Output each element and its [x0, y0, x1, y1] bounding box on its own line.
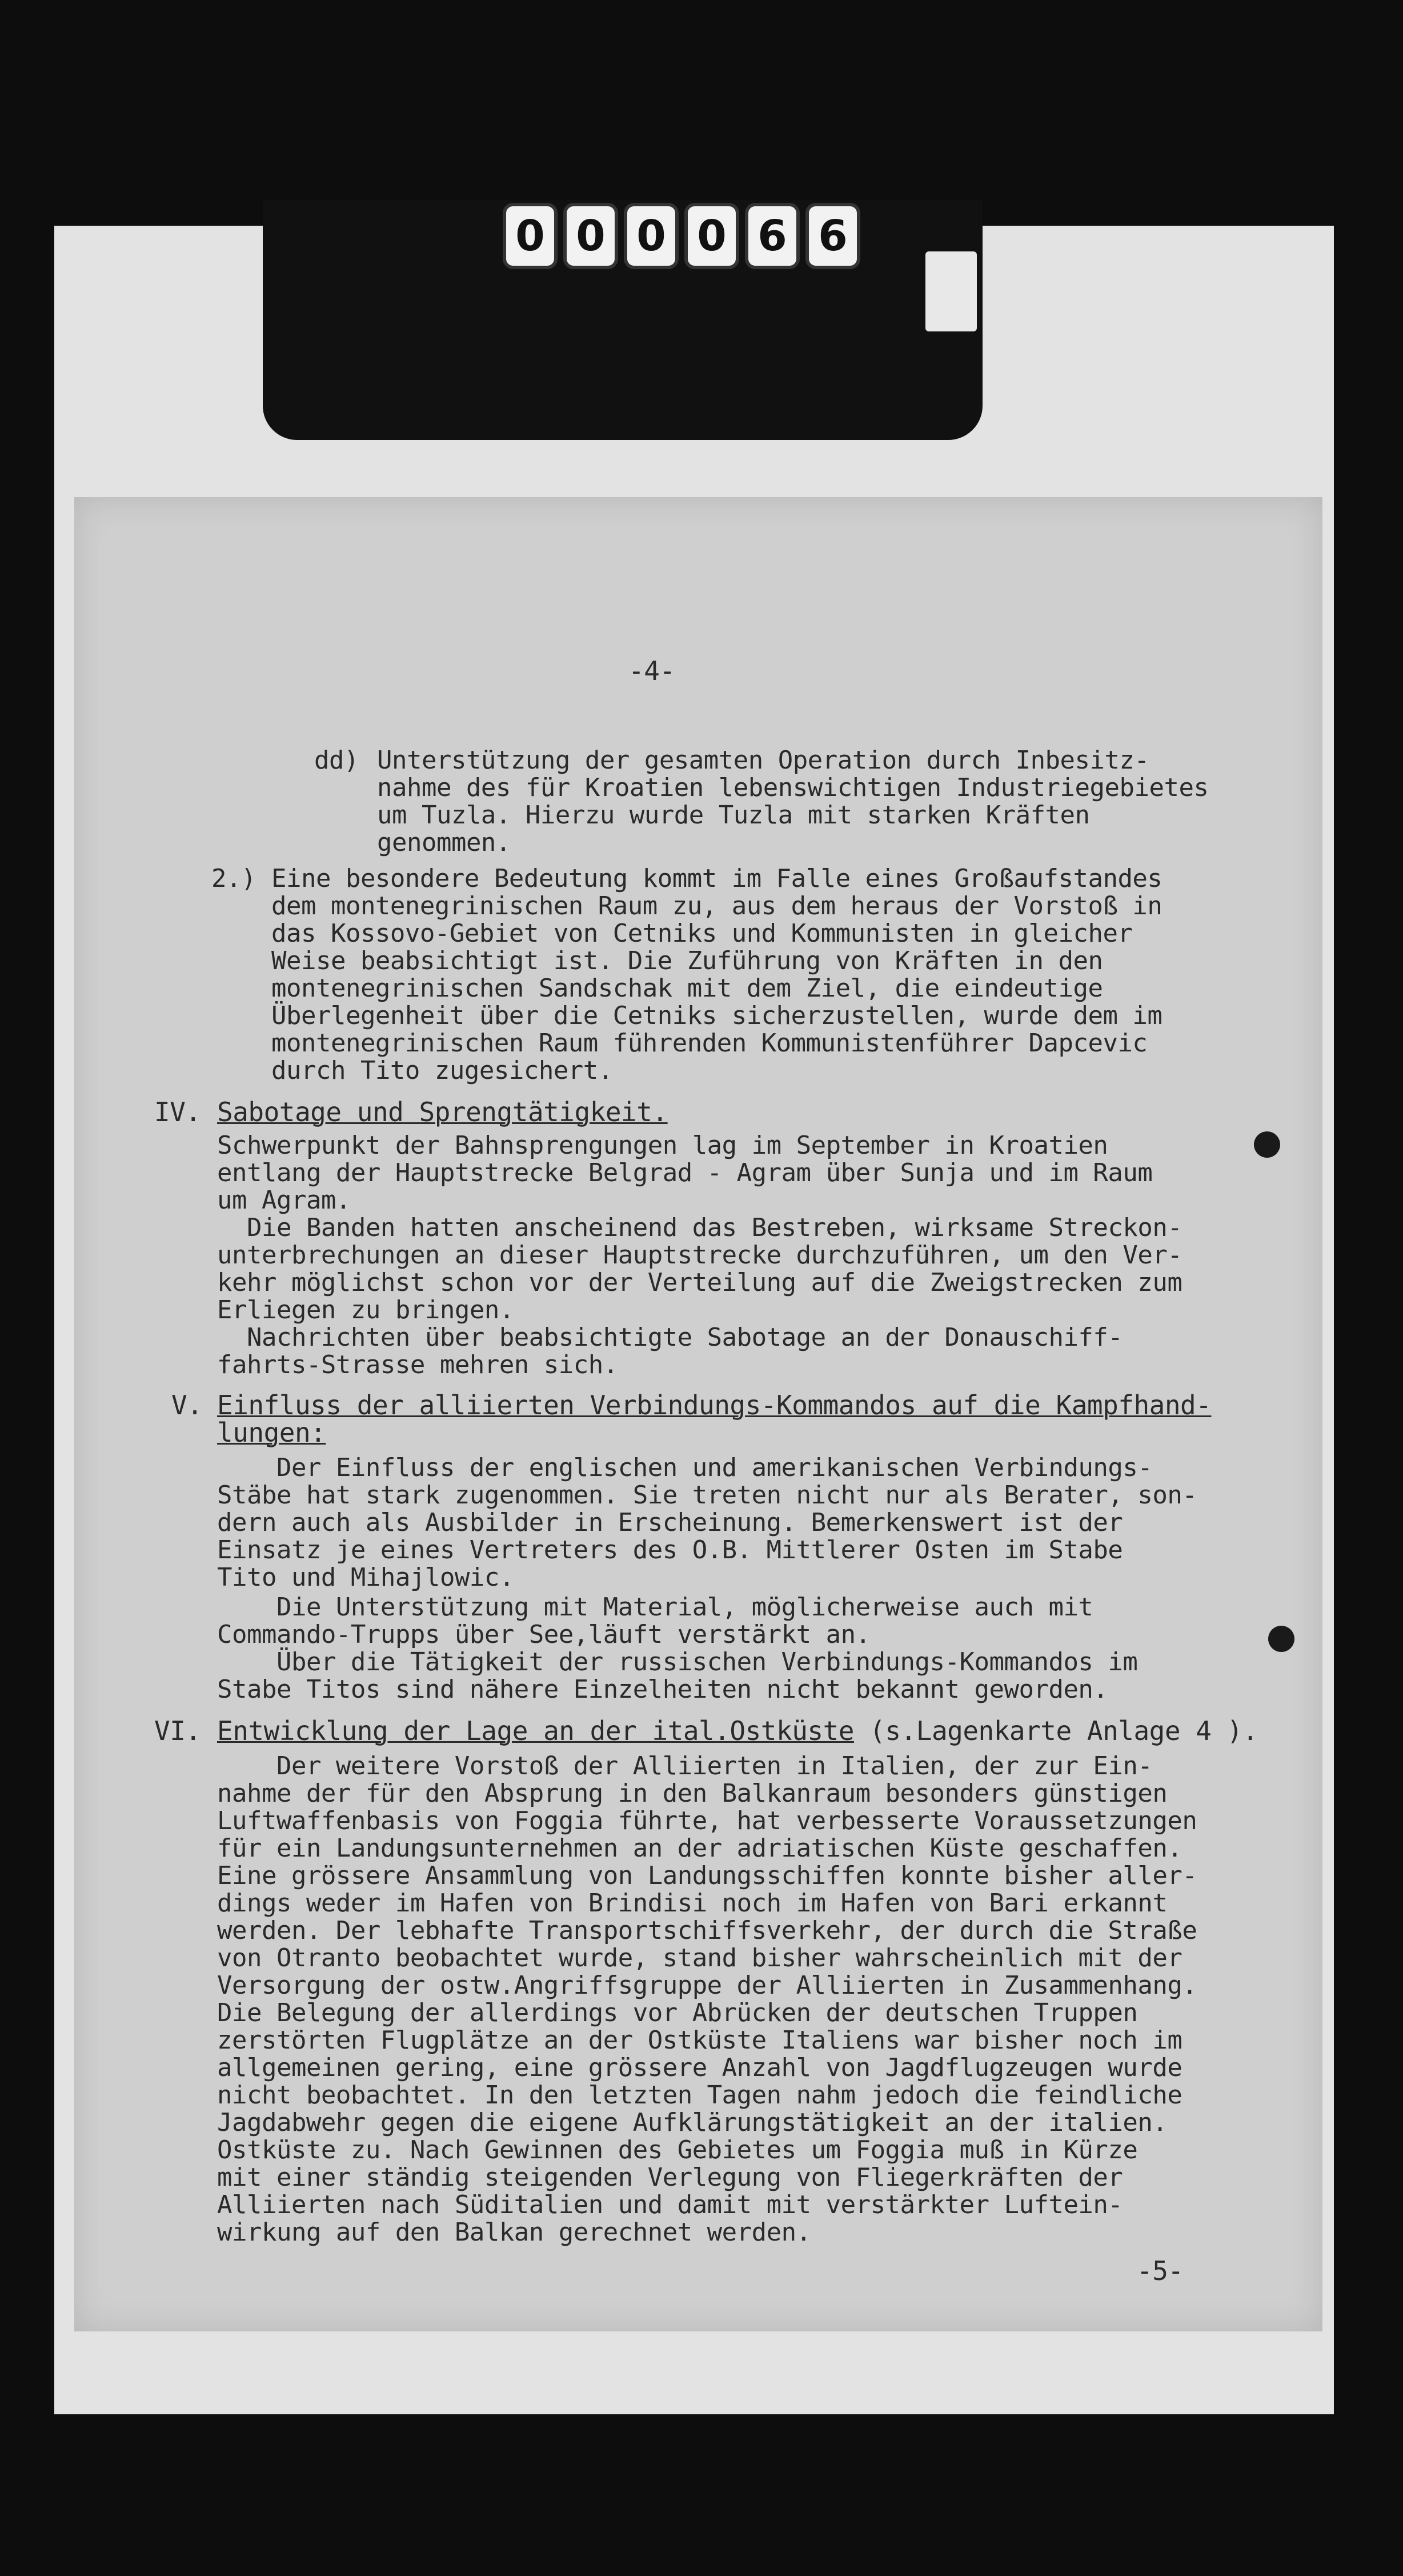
paragraph-line: durch Tito zugesichert.: [271, 1056, 613, 1085]
paragraph-line: Die Unterstützung mit Material, möglicherweise auch mit: [217, 1593, 1093, 1622]
section-marker: VI.: [154, 1715, 201, 1746]
frame-counter-digit: 0: [563, 203, 618, 269]
paragraph-line: entlang der Hauptstrecke Belgrad - Agram über Sunja und im Raum: [217, 1158, 1153, 1187]
paragraph-line: kehr möglichst schon vor der Verteilung auf die Zweigstrecken zum: [217, 1268, 1182, 1297]
paragraph-line: allgemeinen gering, eine grössere Anzahl von Jagdflugzeugen wurde: [217, 2053, 1182, 2082]
paragraph-line: von Otranto beobachtet wurde, stand bisher wahrscheinlich mit der: [217, 1943, 1182, 1973]
frame-counter: [503, 203, 860, 266]
paragraph-line: Der Einfluss der englischen und amerikanischen Verbindungs-: [217, 1453, 1153, 1482]
frame-counter-digit: 0: [503, 203, 558, 269]
paragraph-line: Erliegen zu bringen.: [217, 1295, 514, 1325]
paragraph-line: Einsatz je eines Vertreters des O.B. Mittlerer Osten im Stabe: [217, 1535, 1123, 1565]
paragraph-line: nahme des für Kroatien lebenswichtigen Industriegebietes: [377, 773, 1209, 802]
section-heading-line: [217, 1717, 1258, 1745]
paragraph-line: Stabe Titos sind nähere Einzelheiten nicht bekannt geworden.: [217, 1675, 1108, 1704]
page-number-bottom: -5-: [1137, 2255, 1184, 2286]
section-marker: dd): [314, 746, 359, 775]
paragraph-line: Über die Tätigkeit der russischen Verbindungs-Kommandos im: [217, 1647, 1138, 1677]
section-heading-continued: lungen:: [217, 1417, 326, 1448]
document-page: [74, 497, 1322, 2331]
section-heading: Sabotage und Sprengtätigkeit.: [217, 1097, 668, 1127]
paragraph-line: Ostküste zu. Nach Gewinnen des Gebietes um Foggia muß in Kürze: [217, 2135, 1138, 2165]
paragraph-line: Nachrichten über beabsichtigte Sabotage an der Donauschiff-: [217, 1323, 1123, 1352]
paragraph-line: das Kossovo-Gebiet von Cetniks und Kommunisten in gleicher: [271, 919, 1133, 948]
section-heading: Einfluss der alliierten Verbindungs-Kommandos auf die Kampfhand-: [217, 1390, 1212, 1421]
paragraph-line: fahrts-Strasse mehren sich.: [217, 1350, 618, 1379]
paragraph-line: werden. Der lebhafte Transportschiffsverkehr, der durch die Straße: [217, 1916, 1197, 1945]
paragraph-line: Tito und Mihajlowic.: [217, 1563, 514, 1592]
section-marker: 2.): [211, 864, 256, 893]
paragraph-line: Jagdabwehr gegen die eigene Aufklärungstätigkeit an der italien.: [217, 2108, 1168, 2137]
paragraph-line: dern auch als Ausbilder in Erscheinung. Bemerkenswert ist der: [217, 1508, 1123, 1537]
paragraph-line: Überlegenheit über die Cetniks sicherzustellen, wurde dem im: [271, 1001, 1163, 1030]
counter-clip: [925, 251, 977, 331]
paragraph-line: Eine grössere Ansammlung von Landungsschiffen konnte bisher aller-: [217, 1861, 1197, 1890]
paragraph-line: Weise beabsichtigt ist. Die Zuführung von Kräften in den: [271, 946, 1103, 975]
paragraph-line: um Agram.: [217, 1186, 351, 1215]
paragraph-line: nicht beobachtet. In den letzten Tagen nahm jedoch die feindliche: [217, 2081, 1182, 2110]
section-marker: V.: [171, 1390, 203, 1421]
paragraph-line: Die Belegung der allerdings vor Abrücken der deutschen Truppen: [217, 1998, 1138, 2027]
paragraph-line: für ein Landungsunternehmen an der adriatischen Küste geschaffen.: [217, 1834, 1182, 1863]
paragraph-line: Commando-Trupps über See,läuft verstärkt an.: [217, 1620, 871, 1649]
paragraph-line: dings weder im Hafen von Brindisi noch im Hafen von Bari erkannt: [217, 1889, 1168, 1918]
paragraph-line: Die Banden hatten anscheinend das Bestreben, wirksame Streckon-: [217, 1213, 1182, 1242]
paragraph-line: um Tuzla. Hierzu wurde Tuzla mit starken Kräften: [377, 801, 1090, 830]
paragraph-line: mit einer ständig steigenden Verlegung von Fliegerkräften der: [217, 2163, 1123, 2192]
paragraph-line: Schwerpunkt der Bahnsprengungen lag im September in Kroatien: [217, 1131, 1108, 1160]
paragraph-line: wirkung auf den Balkan gerechnet werden.: [217, 2218, 811, 2247]
frame-counter-digit: 6: [745, 203, 800, 269]
ink-spot: [1268, 1626, 1294, 1652]
paragraph-line: zerstörten Flugplätze an der Ostküste Italiens war bisher noch im: [217, 2026, 1182, 2055]
paragraph-line: Versorgung der ostw.Angriffsgruppe der Alliierten in Zusammenhang.: [217, 1971, 1197, 2000]
paragraph-line: nahme der für den Absprung in den Balkanraum besonders günstigen: [217, 1779, 1168, 1808]
paragraph-line: Unterstützung der gesamten Operation durch Inbesitz-: [377, 746, 1149, 775]
paragraph-line: Stäbe hat stark zugenommen. Sie treten nicht nur als Berater, son-: [217, 1481, 1197, 1510]
paragraph-line: montenegrinischen Raum führenden Kommunistenführer Dapcevic: [271, 1029, 1148, 1058]
page-number-top: -4-: [628, 655, 675, 686]
ink-spot: [1254, 1131, 1280, 1158]
paragraph-line: Der weitere Vorstoß der Alliierten in Italien, der zur Ein-: [217, 1751, 1153, 1781]
frame-counter-digit: 0: [684, 203, 739, 269]
paragraph-line: unterbrechungen an dieser Hauptstrecke durchzuführen, um den Ver-: [217, 1241, 1182, 1270]
section-heading-suffix: (s.Lagenkarte Anlage 4 ).: [853, 1715, 1258, 1746]
section-marker: IV.: [154, 1097, 201, 1127]
paragraph-line: Eine besondere Bedeutung kommt im Falle eines Großaufstandes: [271, 864, 1163, 893]
paragraph-line: montenegrinischen Sandschak mit dem Ziel, die eindeutige: [271, 974, 1103, 1003]
frame-counter-digit: 0: [624, 203, 679, 269]
paragraph-line: Luftwaffenbasis von Foggia führte, hat verbesserte Voraussetzungen: [217, 1806, 1197, 1835]
paragraph-line: Alliierten nach Süditalien und damit mit verstärkter Luftein-: [217, 2190, 1123, 2219]
section-heading: Entwicklung der Lage an der ital.Ostküste: [217, 1715, 854, 1746]
frame-counter-digit: 6: [805, 203, 860, 269]
paragraph-line: genommen.: [377, 828, 511, 857]
paragraph-line: dem montenegrinischen Raum zu, aus dem heraus der Vorstoß in: [271, 891, 1163, 921]
